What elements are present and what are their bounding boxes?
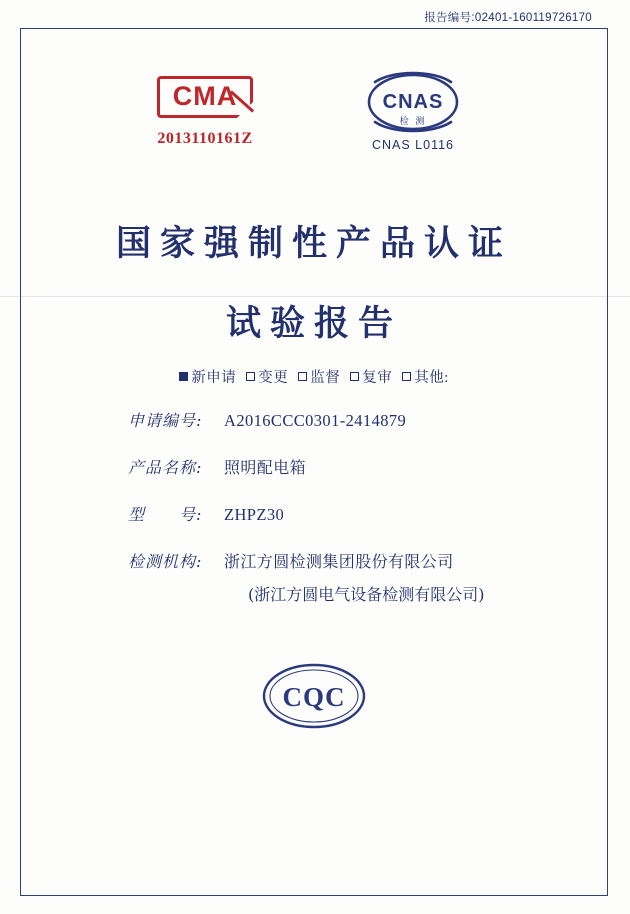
cqc-seal — [20, 660, 608, 732]
cma-mark-block — [130, 68, 280, 148]
field-label: 申请编号: — [128, 411, 203, 430]
checkbox-label: 监督 — [310, 370, 341, 386]
checkbox-label: 变更 — [258, 370, 289, 386]
cma-code: 2013110161Z — [157, 130, 253, 147]
svg-text:CQC: CQC — [282, 682, 346, 712]
svg-text:CNAS: CNAS — [382, 91, 444, 113]
document-title-line2: 试验报告 — [225, 303, 402, 344]
field-value-product-name: 照明配电箱 — [224, 458, 307, 477]
document-title-line1: 国家强制性产品认证 — [115, 223, 512, 264]
checkbox-supervision[interactable] — [298, 366, 340, 387]
checkbox-label: 复审 — [362, 370, 393, 386]
field-row-model — [20, 502, 608, 525]
checkbox-review[interactable] — [350, 366, 392, 387]
checkbox-change[interactable] — [246, 366, 288, 387]
field-row-application-number — [20, 408, 608, 431]
cnas-icon — [353, 68, 473, 140]
field-row-testing-institution — [20, 549, 608, 572]
cnas-code: CNAS L0116 — [371, 138, 455, 152]
field-label: 型 号: — [128, 505, 203, 524]
checkbox-new-application[interactable] — [179, 366, 236, 387]
report-number-label: 报告编号: — [424, 12, 475, 24]
checkbox-box-icon[interactable] — [246, 372, 255, 381]
field-label: 检测机构: — [128, 552, 203, 571]
document-content — [20, 28, 608, 896]
field-row-product-name — [20, 455, 608, 478]
field-value-model: ZHPZ30 — [224, 505, 285, 524]
application-type-row — [20, 366, 608, 387]
report-number-bar — [0, 6, 630, 28]
checkbox-box-icon[interactable] — [350, 372, 359, 381]
checkbox-label: 新申请 — [191, 370, 237, 386]
field-label: 产品名称: — [128, 458, 203, 477]
report-number — [424, 9, 630, 25]
field-value-testing-institution: 浙江方圆检测集团股份有限公司 — [224, 552, 454, 571]
field-value-application-number: A2016CCC0301-2414879 — [224, 411, 407, 430]
cma-icon — [157, 76, 253, 118]
svg-text:检 测: 检 测 — [399, 117, 427, 127]
certification-marks — [20, 68, 608, 152]
cnas-mark-block — [328, 68, 498, 152]
field-list — [20, 408, 608, 629]
checkbox-label: 其他: — [414, 370, 449, 386]
checkbox-box-icon[interactable] — [298, 372, 307, 381]
report-number-value: 02401-160119726170 — [474, 12, 592, 24]
checkbox-other[interactable] — [402, 366, 449, 387]
checkbox-box-icon[interactable] — [402, 372, 411, 381]
testing-institution-subline: (浙江方圆电气设备检测有限公司) — [248, 585, 485, 604]
checkbox-box-icon[interactable] — [179, 372, 188, 381]
cma-letters: CMA — [172, 81, 238, 111]
